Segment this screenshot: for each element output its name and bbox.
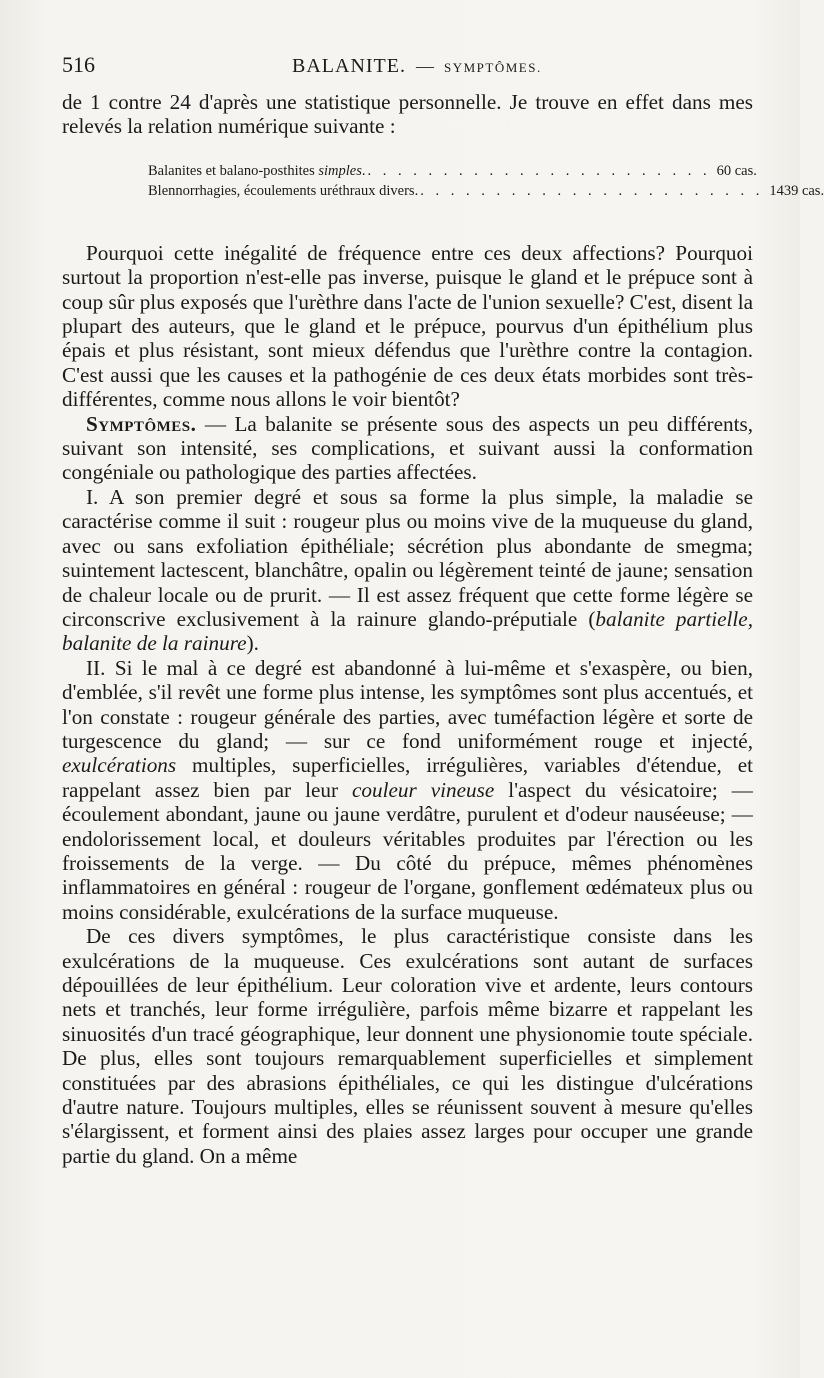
- section-heading: Symptômes.: [86, 411, 197, 436]
- running-title: BALANITE.: [292, 55, 406, 77]
- stat-value: 1439 cas.: [769, 182, 824, 199]
- paragraph-symptoms: [62, 412, 753, 485]
- dot-leader: . . . . . . . . . . . . . . . . . . . . . . .: [420, 182, 764, 199]
- paragraph-exulcerations: De ces divers symptômes, le plus caractéristique consiste dans les exulcérations de la muqueuse. Ces exulcérations sont autant de surfaces dépouillées de leur épithélium. Leur coloration vive et ardente, leurs contours nets et tranchés, leur forme irrégulière, parfois même bizarre et rappelant les sinuosités d'un tracé géographique, leur donnent une physionomie toute spéciale. De plus, elles sont toujours remarquablement superficielles et simplement constituées par des abrasions épithéliales, ce qui les distingue d'ulcérations d'autre nature. Toujours multiples, elles se réunissent souvent à mesure qu'elles s'élargissent, et forment ainsi des plaies assez larges pour occuper une grande partie du gland. On a même: [62, 924, 753, 1168]
- italic-term: couleur vineuse: [352, 777, 495, 802]
- paragraph-text-end: ).: [246, 631, 259, 656]
- intro-paragraph: de 1 contre 24 d'après une statistique personnelle. Je trouve en effet dans mes relevés la relation numérique suivante :: [62, 90, 753, 139]
- stat-label-text: Balanites et balano-posthites: [148, 162, 319, 179]
- running-subtitle: SYMPTÔMES.: [443, 60, 542, 75]
- paragraph-text: I. A son premier degré et sous sa forme la plus simple, la maladie se caractérise comme il suit : rougeur plus ou moins vive de la muqueuse du gland, avec ou sans exfoliation épithéliale; sécrétion plus abondante de smegma; suintement lactescent, blanchâtre, opalin ou légèrement teinté de jaune; sensation de chaleur locale ou de prurit. — Il est assez fréquent que cette forme légère se circonscrive exclusivement à la rainure glando-préputiale (: [62, 484, 753, 631]
- paragraph-second-degree: [62, 656, 753, 924]
- paragraph-text: multiples, superficielles, irrégulières, variables d'étendue, et rappelant assez bien par leur: [62, 753, 753, 802]
- dot-leader: . . . . . . . . . . . . . . . . . . . . . . .: [367, 162, 711, 179]
- stat-label-end: .: [361, 162, 366, 179]
- header-dash: —: [415, 56, 434, 76]
- italic-term: exulcérations: [62, 753, 177, 778]
- stat-label-italic: simples: [318, 162, 362, 179]
- paragraph-inequality: Pourquoi cette inégalité de fréquence entre ces deux affections? Pourquoi surtout la proportion n'est-elle pas inverse, puisque le gland et le prépuce sont à coup sûr plus exposés que l'urèthre dans l'acte de l'union sexuelle? C'est, disent la plupart des auteurs, que le gland et le prépuce, pourvus d'un épithélium plus épais et plus résistant, sont mieux défendus que l'urèthre contre la contagion. C'est aussi que les causes et la pathogénie de ces deux états morbides sont très-différentes, comme nous allons le voir bientôt?: [62, 240, 753, 412]
- body-text: [62, 90, 824, 1168]
- stat-label-text: Blennorrhagies, écoulements uréthraux divers: [148, 182, 415, 199]
- paragraph-text: — La balanite se présente sous des aspects un peu différents, suivant son intensité, ses complications, et suivant aussi la conformation congéniale ou pathologique des parties affectées.: [62, 411, 753, 485]
- running-header: [62, 52, 753, 90]
- stat-row-balanites: [148, 161, 757, 181]
- stat-value: 60 cas.: [716, 162, 757, 179]
- italic-term: balanite partielle, balanite de la rainure: [62, 606, 754, 656]
- stat-row-blennorrhagies: [148, 181, 824, 201]
- stat-label-end: .: [414, 182, 419, 199]
- stat-label: [148, 181, 418, 201]
- paragraph-first-degree: [62, 485, 753, 656]
- statistics-table: [148, 161, 824, 201]
- page-number: 516: [62, 52, 95, 77]
- paragraph-text: II. Si le mal à ce degré est abandonné à lui-même et s'exaspère, ou bien, d'emblée, s'il revêt une forme plus intense, les symptômes sont plus accentués, et l'on constate : rougeur générale des parties, avec tuméfaction légère et sorte de turgescence du gland; — sur ce fond uniformément rouge et injecté,: [62, 655, 753, 753]
- paragraph-text: l'aspect du vésicatoire; — écoulement abondant, jaune ou jaune verdâtre, purulent et d'odeur nauséeuse; — endolorissement local, et douleurs véritables produites par l'érection ou les froissements de la verge. — Du côté du prépuce, mêmes phénomènes inflammatoires en général : rougeur de l'organe, gonflement œdémateux plus ou moins considérable, exulcérations de la surface muqueuse.: [62, 777, 753, 924]
- stat-label: [148, 161, 365, 181]
